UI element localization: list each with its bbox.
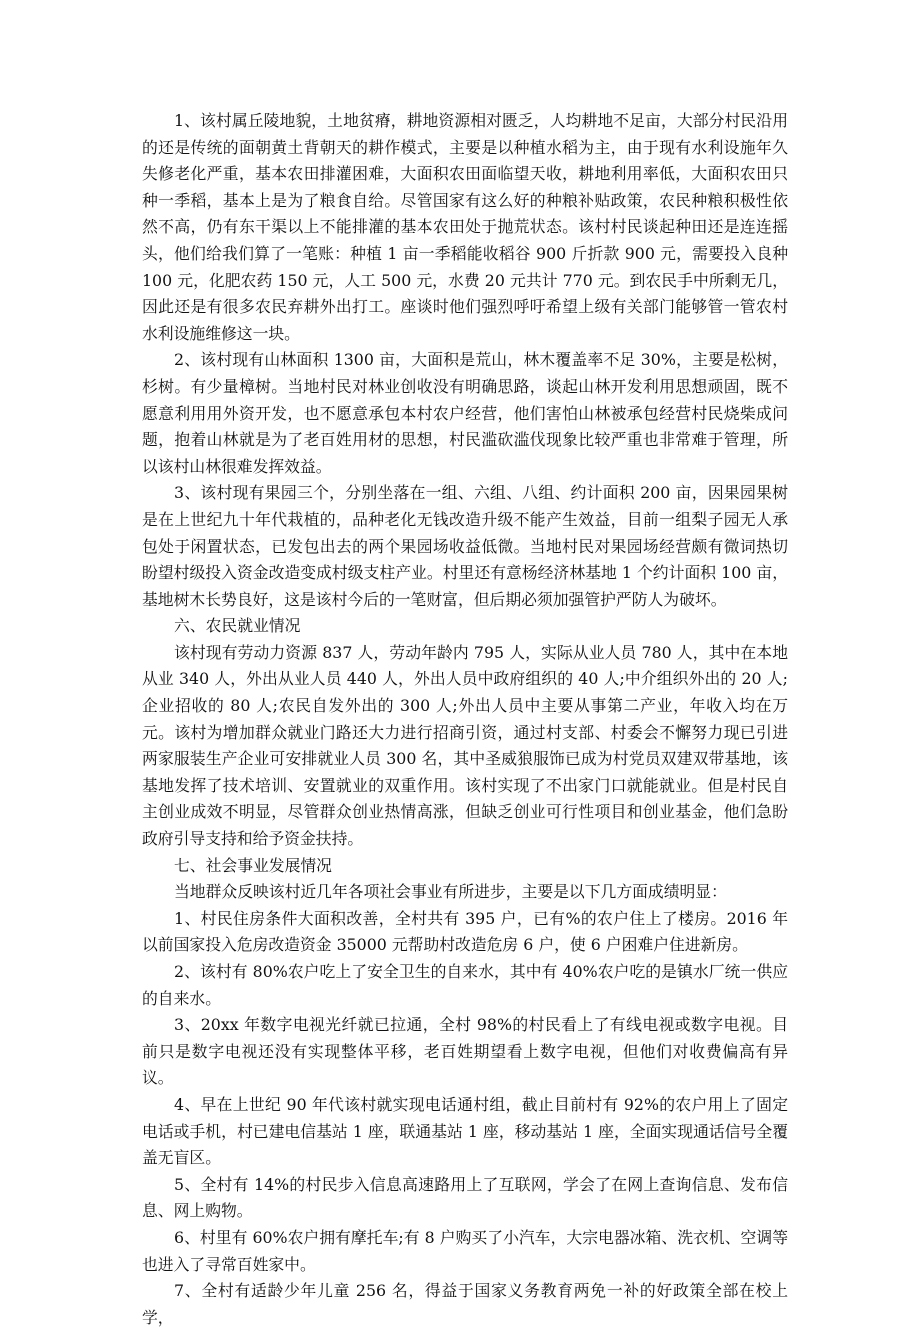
paragraph-social-intro: 当地群众反映该村近几年各项社会事业有所进步，主要是以下几方面成绩明显： bbox=[174, 882, 727, 902]
section-heading-employment: 六、农民就业情况 bbox=[174, 616, 301, 636]
paragraph-forest: 2、该村现有山林面积 1300 亩，大面积是荒山，林木覆盖率不足 30%，主要是松树，杉树。有少量樟树。当地村民对林业创收没有明确思路，谈起山林开发利用思想顽固，既不愿意利用用外资开发，也不愿意承包本村农户经营，他们害怕山林被承包经营村民烧柴成问题，抱着山林就是为了老百姓用材的思想，村民滥砍滥伐现象比较严重也非常难于管理，所以该村山林很难发挥效益。 bbox=[142, 350, 788, 476]
paragraph-telephone: 4、早在上世纪 90 年代该村就实现电话通村组，截止目前村有 92%的农户用上了固定电话或手机，村已建电信基站 1 座，联通基站 1 座，移动基站 1 座，全面实现通话信号全覆盖无盲区。 bbox=[142, 1094, 788, 1168]
paragraph-education: 7、全村有适龄少年儿童 256 名，得益于国家义务教育两免一补的好政策全部在校上学， bbox=[142, 1281, 788, 1327]
paragraph-water: 2、该村有 80%农户吃上了安全卫生的自来水，其中有 40%农户吃的是镇水厂统一供应的自来水。 bbox=[142, 962, 788, 1008]
paragraph-orchard: 3、该村现有果园三个，分别坐落在一组、六组、八组、约计面积 200 亩，因果园果树是在上世纪九十年代栽植的，品种老化无钱改造升级不能产生效益，目前一组梨子园无人承包处于闲置状态，已发包出去的两个果园场收益低微。当地村民对果园场经营颇有微词热切盼望村级投入资金改造变成村级支柱产业。村里还有意杨经济林基地 1 个约计面积 100 亩，基地树木长势良好，这是该村今后的一笔财富，但后期必须加强管护严防人为破坏。 bbox=[142, 483, 788, 609]
section-heading-social: 七、社会事业发展情况 bbox=[174, 855, 332, 875]
paragraph-tv: 3、20xx 年数字电视光纤就已拉通，全村 98%的村民看上了有线电视或数字电视。目前只是数字电视还没有实现整体平移，老百姓期望看上数字电视，但他们对收费偏高有异议。 bbox=[142, 1015, 788, 1088]
document-body bbox=[142, 108, 788, 1331]
paragraph-internet: 5、全村有 14%的村民步入信息高速路用上了互联网，学会了在网上查询信息、发布信息、网上购物。 bbox=[142, 1174, 788, 1221]
paragraph-vehicles: 6、村里有 60%农户拥有摩托车;有 8 户购买了小汽车，大宗电器冰箱、洗衣机、空调等也进入了寻常百姓家中。 bbox=[142, 1227, 788, 1274]
paragraph-employment: 该村现有劳动力资源 837 人，劳动年龄内 795 人，实际从业人员 780 人，其中在本地从业 340 人，外出从业人员 440 人，外出人员中政府组织的 40 人;中介组织外出的 20 人;企业招收的 80 人;农民自发外出的 300 人;外出人员中主要从事第二产业，年收入均在万元。该村为增加群众就业门路还大力进行招商引资，通过村支部、村委会不懈努力现已引进两家服装生产企业可安排就业人员 300 名，其中圣威狼服饰已成为村党员双建双带基地，该基地发挥了技术培训、安置就业的双重作用。该村实现了不出家门口就能就业。但是村民自主创业成效不明显，尽管群众创业热情高涨，但缺乏创业可行性项目和创业基金，他们急盼政府引导支持和给予资金扶持。 bbox=[142, 642, 788, 849]
paragraph-farmland: 1、该村属丘陵地貌，土地贫瘠，耕地资源相对匮乏，人均耕地不足亩，大部分村民沿用的还是传统的面朝黄土背朝天的耕作模式，主要是以种植水稻为主，由于现有水利设施年久失修老化严重，基本农田排灌困难，大面积农田面临望天收，耕地利用率低，大面积农田只种一季稻，基本上是为了粮食自给。尽管国家有这么好的种粮补贴政策，农民种粮积极性依然不高，仍有东干渠以上不能排灌的基本农田处于抛荒状态。该村村民谈起种田还是连连摇头，他们给我们算了一笔账：种植 1 亩一季稻能收稻谷 900 斤折款 900 元，需要投入良种 100 元，化肥农药 150 元，人工 500 元，水费 20 元共计 770 元。到农民手中所剩无几，因此还是有很多农民弃耕外出打工。座谈时他们强烈呼吁希望上级有关部门能够管一管农村水利设施维修这一块。 bbox=[142, 111, 788, 343]
paragraph-housing: 1、村民住房条件大面积改善，全村共有 395 户，已有%的农户住上了楼房。2016 年以前国家投入危房改造资金 35000 元帮助村改造危房 6 户，使 6 户困难户住进新房。 bbox=[142, 908, 788, 955]
